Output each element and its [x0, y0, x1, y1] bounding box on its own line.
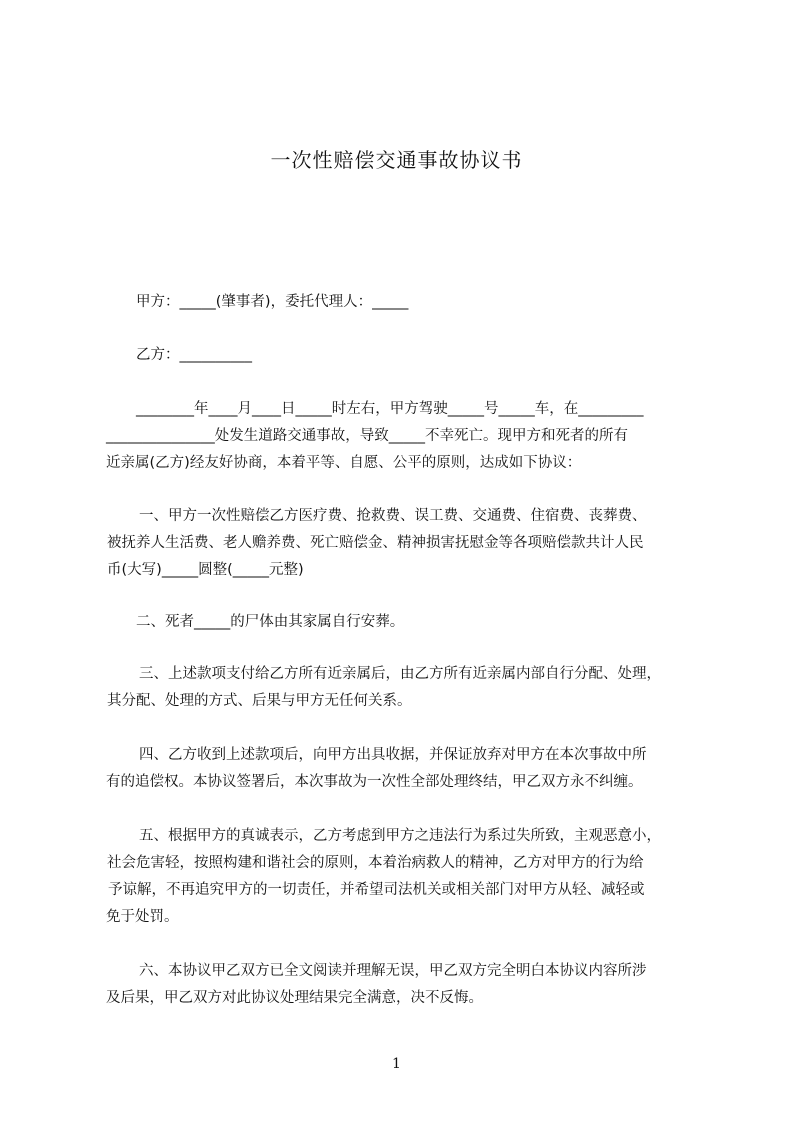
clause-6-line-2: 及后果，甲乙双方对此协议处理结果完全满意，决不反悔。	[106, 990, 483, 1006]
intro-line-2: _______________处发生道路交通事故，导致_____不幸死亡。现甲方和死者的所有	[106, 428, 628, 444]
clause-4-line-2: 有的追偿权。本协议签署后，本次事故为一次性全部处理终结，甲乙双方永不纠缠。	[106, 774, 643, 790]
document-title: 一次性赔偿交通事故协议书	[270, 148, 523, 172]
clause-5-line-3: 予谅解，不再追究甲方的一切责任，并希望司法机关或相关部门对甲方从轻、减轻或	[108, 882, 645, 898]
clause-5-line-4: 免于处罚。	[106, 909, 179, 925]
clause-3-line-1: 三、上述款项支付给乙方所有近亲属后，由乙方所有近亲属内部自行分配、处理，	[139, 666, 661, 682]
clause-6-line-1: 六、本协议甲乙双方已全文阅读并理解无误，甲乙双方完全明白本协议内容所涉	[139, 963, 647, 979]
clause-3-line-2: 其分配、处理的方式、后果与甲方无任何关系。	[107, 693, 412, 709]
clause-2-line-1: 二、死者_____的尸体由其家属自行安葬。	[136, 614, 405, 630]
clause-4-line-1: 四、乙方收到上述款项后，向甲方出具收据，并保证放弃对甲方在本次事故中所	[139, 747, 647, 763]
clause-5-line-1: 五、根据甲方的真诚表示，乙方考虑到甲方之违法行为系过失所致，主观恶意小，	[139, 828, 661, 844]
page-number: 1	[392, 1056, 401, 1072]
intro-line-1: ________年____月____日_____时左右，甲方驾驶_____号_____车，在_________	[136, 401, 644, 417]
party-a-line: 甲方：_____(肇事者)，委托代理人：_____	[136, 294, 409, 310]
clause-5-line-2: 社会危害轻，按照构建和谐社会的原则，本着治病救人的精神，乙方对甲方的行为给	[107, 855, 644, 871]
clause-1-line-2: 被抚养人生活费、老人赡养费、死亡赔偿金、精神损害抚慰金等各项赔偿款共计人民	[107, 535, 644, 551]
intro-line-3: 近亲属(乙方)经友好协商，本着平等、自愿、公平的原则，达成如下协议：	[106, 455, 582, 471]
clause-1-line-1: 一、甲方一次性赔偿乙方医疗费、抢救费、误工费、交通费、住宿费、丧葬费、	[139, 508, 647, 524]
clause-1-line-3: 币(大写)_____圆整(_____元整)	[107, 562, 304, 578]
party-b-line: 乙方：__________	[136, 347, 252, 363]
